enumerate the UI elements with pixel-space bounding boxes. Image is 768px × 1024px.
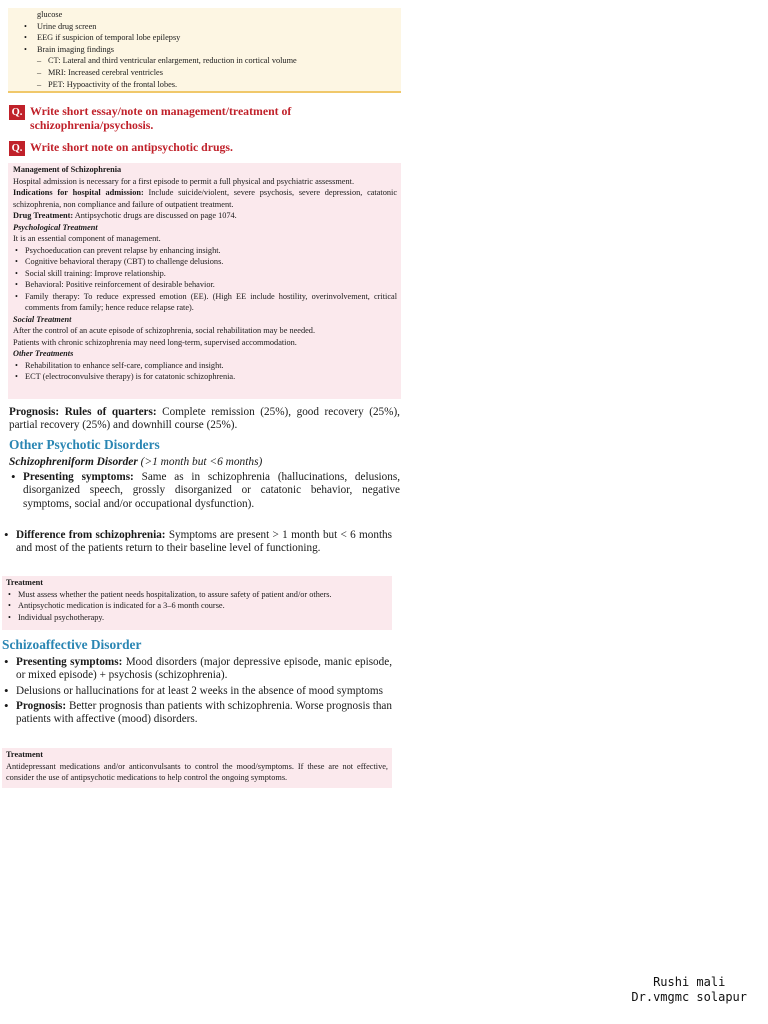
subsection-title: Social Treatment: [13, 314, 72, 324]
list-subitem: – PET: Hypoactivity of the frontal lobes.: [24, 79, 395, 91]
list-item: [2, 685, 392, 698]
list-item: [9, 471, 400, 511]
list-item: • Psychoeducation can prevent relapse by enhancing insight.: [13, 245, 397, 257]
section-title: Schizoaffective Disorder: [2, 637, 142, 652]
list-item: • Individual psychotherapy.: [6, 612, 388, 624]
label: Presenting symptoms:: [16, 656, 123, 668]
paragraph: [13, 210, 397, 222]
paragraph: It is an essential component of management.: [13, 234, 161, 243]
label: Drug Treatment:: [13, 211, 74, 220]
list-item: • EEG if suspicion of temporal lobe epilepsy: [24, 32, 395, 44]
management-box: [8, 163, 401, 399]
paragraph: [13, 187, 397, 210]
list-item: • Brain imaging findings: [24, 44, 395, 56]
list-subitem: – CT: Lateral and third ventricular enlargement, reduction in cortical volume: [24, 55, 395, 67]
question-management: [9, 105, 401, 132]
text: Same as in schizophrenia (hallucinations, delusions, disorganized speech, grossly disorganized or catatonic behavior, negative symptoms, social and/or occupational dysfunction).: [23, 471, 400, 510]
paragraph: Hospital admission is necessary for a first episode to permit a full physical and psychiatric assessment.: [13, 176, 355, 186]
subsection-title: Psychological Treatment: [13, 222, 98, 232]
treatment-box-schizoaffective: [2, 748, 392, 788]
presenting-block: [9, 471, 400, 511]
investigations-box: [8, 8, 401, 93]
text: Better prognosis than patients with schizophrenia. Worse prognosis than patients with affective (mood) disorders.: [16, 699, 392, 726]
question-badge: Q.: [9, 141, 25, 156]
text: Complete remission (25%), good recovery (25%), partial recovery (25%) and downhill course (25%).: [9, 406, 400, 432]
subsection-title: Other Treatments: [13, 349, 74, 358]
label: Difference from schizophrenia:: [16, 529, 166, 541]
difference-block: [2, 529, 392, 556]
text-line: glucose: [37, 10, 63, 19]
question-text: Write short note on antipsychotic drugs.: [30, 140, 233, 154]
label: Presenting symptoms:: [23, 471, 134, 483]
list-item: [2, 529, 392, 556]
text: Mood disorders (major depressive episode, manic episode, or mixed episode) + psychosis (schizophrenia).: [16, 656, 393, 682]
schizoaffective-list: [2, 656, 392, 726]
question-antipsychotic: [9, 141, 401, 156]
list-item: • Cognitive behavioral therapy (CBT) to challenge delusions.: [13, 256, 397, 268]
label: Prognosis:: [16, 699, 67, 712]
subhead-bold: Schizophreniform Disorder: [9, 456, 138, 468]
psych-list: [13, 245, 397, 314]
list-item: • Antipsychotic medication is indicated for a 3–6 month course.: [6, 600, 388, 612]
box-title: Management of Schizophrenia: [13, 165, 122, 174]
text: Antipsychotic drugs are discussed on page 1074.: [73, 211, 237, 220]
list-item: [2, 700, 392, 727]
question-badge: Q.: [9, 105, 25, 120]
list-item: • Urine drug screen: [24, 21, 395, 33]
list-item: [2, 656, 392, 683]
paragraph: Patients with chronic schizophrenia may need long-term, supervised accommodation.: [13, 337, 297, 347]
text: Include suicide/violent, severe psychosis, severe depression, catatonic schizophrenia, non compliance and failure of outpatient treatment.: [13, 188, 398, 209]
subsection-heading: [9, 456, 262, 469]
label: Indications for hospital admission:: [13, 188, 144, 197]
signature-name: Rushi mali: [653, 975, 726, 989]
section-title: Other Psychotic Disorders: [9, 437, 160, 452]
question-text: Write short essay/note on management/treatment of schizophrenia/psychosis.: [30, 104, 292, 132]
list-item: • Social skill training: Improve relationship.: [13, 268, 397, 280]
treatment-box-schizophreniform: [2, 576, 392, 630]
paragraph: Antidepressant medications and/or anticonvulsants to control the mood/symptoms. If these are not effective, consider the use of antipsychotic medications to help control the ongoing symptoms.: [6, 761, 388, 782]
signature-org: Dr.vmgmc solapur: [631, 990, 747, 1004]
list-item: • Must assess whether the patient needs hospitalization, to assure safety of patient and/or others.: [6, 589, 388, 601]
list-item: • Behavioral: Positive reinforcement of desirable behavior.: [13, 279, 397, 291]
treatment-list: [6, 589, 388, 624]
list-item: • Rehabilitation to enhance self-care, compliance and insight.: [13, 360, 397, 372]
text: Delusions or hallucinations for at least 2 weeks in the absence of mood symptoms: [16, 684, 383, 697]
subhead-rest: (>1 month but <6 months): [137, 456, 263, 468]
box-title: Treatment: [6, 578, 44, 587]
list-item: • Family therapy: To reduce expressed emotion (EE). (High EE include hostility, overinvolvement, critical comments from family; hence reduce relapse rate).: [13, 291, 397, 314]
box-title: Treatment: [6, 750, 44, 759]
signature: [631, 975, 747, 1005]
other-list: [13, 360, 397, 383]
label: Prognosis: Rules of quarters:: [9, 406, 157, 418]
prognosis-paragraph: [9, 406, 400, 433]
text: Symptoms are present > 1 month but < 6 months and most of the patients return to their baseline level of functioning.: [16, 529, 392, 555]
investigations-list: [24, 21, 395, 91]
list-subitem: – MRI: Increased cerebral ventricles: [24, 67, 395, 79]
paragraph: After the control of an acute episode of schizophrenia, social rehabilitation may be needed.: [13, 326, 316, 335]
list-item: • ECT (electroconvulsive therapy) is for catatonic schizophrenia.: [13, 371, 397, 383]
